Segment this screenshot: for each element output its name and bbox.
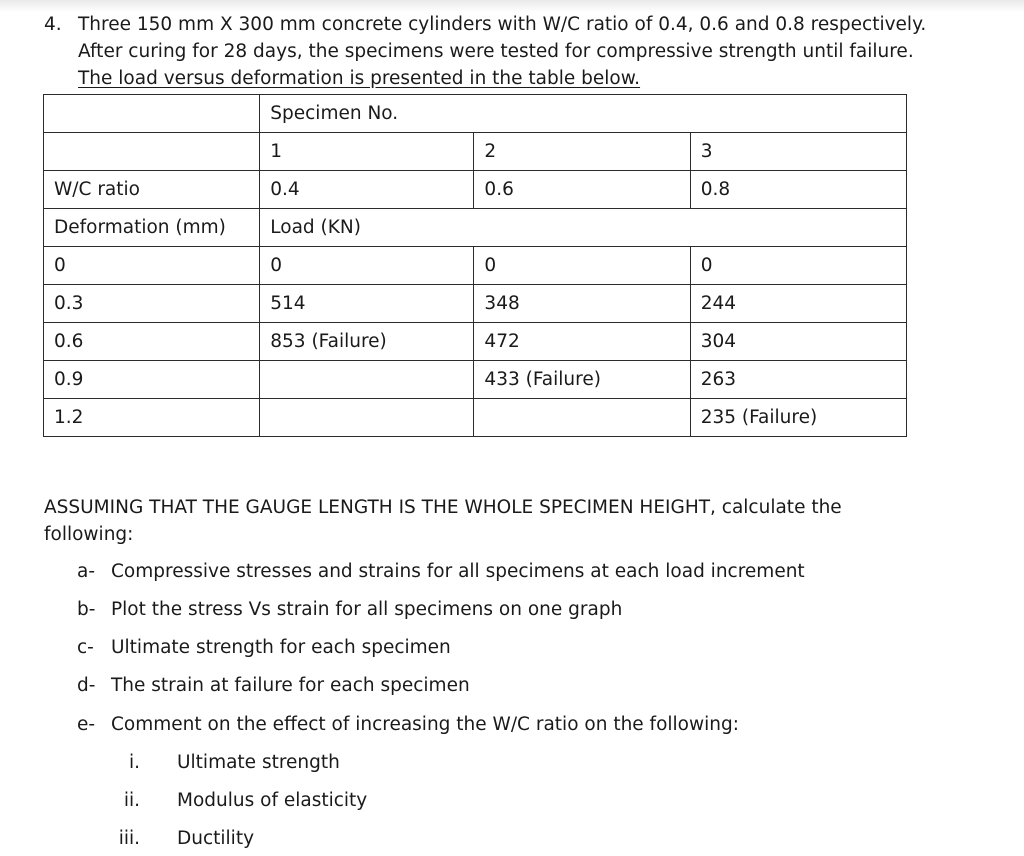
table-row	[44, 133, 907, 171]
list-item	[0, 637, 1024, 663]
sub-list-item-text: Ultimate strength	[177, 752, 340, 773]
list-item	[0, 675, 1024, 701]
table-cell: 304	[690, 323, 906, 361]
wc-value-2: 0.6	[474, 171, 690, 209]
table-row	[44, 247, 907, 285]
table-cell: 0.9	[44, 361, 260, 399]
sub-list-item-text: Ductility	[177, 828, 255, 849]
list-item	[0, 599, 1024, 625]
specimen-number-1: 1	[260, 133, 474, 171]
question-number: 4.	[44, 14, 62, 35]
list-item-text: Comment on the effect of increasing the W/C ratio on the following:	[111, 714, 739, 735]
table-row	[44, 209, 907, 247]
table-cell	[260, 399, 474, 437]
list-item-label: b-	[77, 599, 96, 620]
table-cell: 244	[690, 285, 906, 323]
list-item-label: c-	[77, 637, 94, 658]
question-text-3: The load versus deformation is presented in the table below.	[78, 68, 641, 89]
table-cell-empty	[44, 133, 260, 171]
specimen-header: Specimen No.	[260, 95, 907, 133]
specimen-number-3: 3	[690, 133, 906, 171]
table-cell: 514	[260, 285, 474, 323]
table-cell: 348	[474, 285, 690, 323]
table-cell: 472	[474, 323, 690, 361]
sub-list-item-text: Modulus of elasticity	[177, 790, 368, 811]
list-item	[0, 714, 1024, 740]
table-cell: 0.6	[44, 323, 260, 361]
table-cell: 433 (Failure)	[474, 361, 690, 399]
load-label: Load (KN)	[260, 209, 907, 247]
sub-list-item	[0, 828, 1024, 854]
sub-list-item-label: ii.	[123, 790, 140, 811]
table-cell: 263	[690, 361, 906, 399]
specimen-number-2: 2	[474, 133, 690, 171]
sub-list-item-label: iii.	[118, 828, 140, 849]
instructions-intro	[44, 494, 842, 548]
table-cell: 0.3	[44, 285, 260, 323]
list-item-text: Ultimate strength for each specimen	[111, 637, 451, 658]
question-text-1: Three 150 mm X 300 mm concrete cylinders with W/C ratio of 0.4, 0.6 and 0.8 respectively.	[78, 14, 927, 35]
table-row	[44, 285, 907, 323]
list-item-text: The strain at failure for each specimen	[111, 675, 470, 696]
instructions-line-1: ASSUMING THAT THE GAUGE LENGTH IS THE WHOLE SPECIMEN HEIGHT, calculate the	[44, 497, 842, 518]
question-text-2: After curing for 28 days, the specimens were tested for compressive strength until failure.	[78, 41, 914, 62]
list-item-text: Plot the stress Vs strain for all specimens on one graph	[111, 599, 623, 620]
table-cell: 1.2	[44, 399, 260, 437]
list-item	[0, 561, 1024, 587]
wc-ratio-label: W/C ratio	[44, 171, 260, 209]
wc-value-1: 0.4	[260, 171, 474, 209]
table-cell	[260, 361, 474, 399]
table-cell: 0	[474, 247, 690, 285]
table-cell: 853 (Failure)	[260, 323, 474, 361]
table-row	[44, 95, 907, 133]
list-item-text: Compressive stresses and strains for all specimens at each load increment	[111, 561, 805, 582]
list-item-label: e-	[77, 714, 96, 735]
sub-list-item	[0, 790, 1024, 816]
table-cell: 0	[260, 247, 474, 285]
sub-list-item-label: i.	[128, 752, 140, 773]
deformation-label: Deformation (mm)	[44, 209, 260, 247]
instructions-line-2: following:	[44, 524, 134, 545]
table-cell: 0	[690, 247, 906, 285]
list-item-label: a-	[77, 561, 96, 582]
sub-list-item	[0, 752, 1024, 778]
wc-value-3: 0.8	[690, 171, 906, 209]
table-cell	[474, 399, 690, 437]
table-row	[44, 399, 907, 437]
table-row	[44, 323, 907, 361]
question-line-1	[44, 14, 78, 35]
list-item-label: d-	[77, 675, 96, 696]
load-deformation-table	[43, 94, 907, 437]
table-cell: 0	[44, 247, 260, 285]
table-cell-empty	[44, 95, 260, 133]
table-cell: 235 (Failure)	[690, 399, 906, 437]
table-row	[44, 361, 907, 399]
table-row	[44, 171, 907, 209]
top-shadow-band	[0, 0, 1024, 12]
